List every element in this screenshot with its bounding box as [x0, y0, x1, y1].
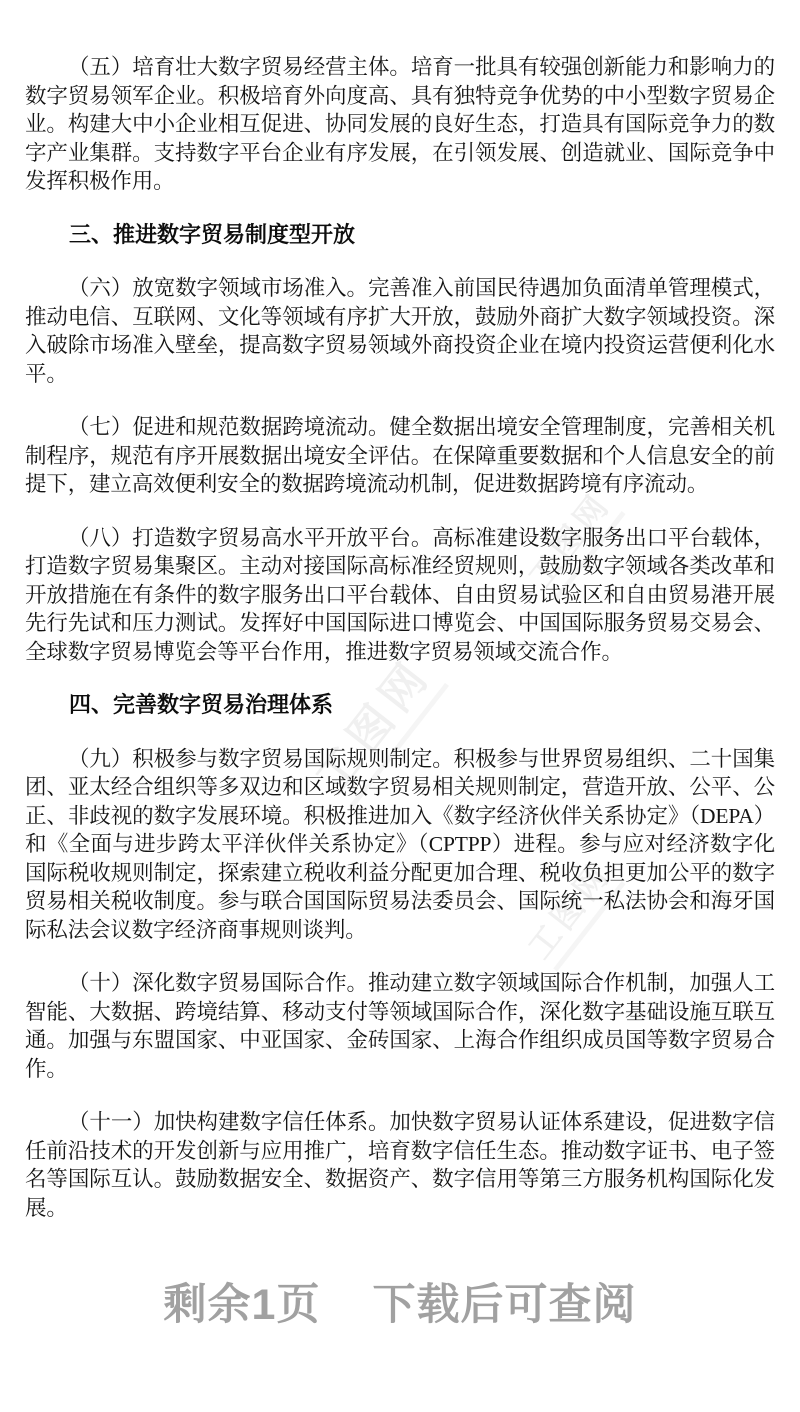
watermark: 工图网 — [297, 642, 449, 809]
watermark: 工图网 — [515, 851, 625, 971]
paragraph-item-5: （五）培育壮大数字贸易经营主体。培育一批具有较强创新能力和影响力的数字贸易领军企业。积极培育外向度高、具有独特竞争优势的中小型数字贸易企业。构建大中小企业相互促进、协同发展的良好生态，打造具有国际竞争力的数字产业集群。支持数字平台企业有序发展，在引领发展、创造就业、国际竞争中发挥积极作用。 — [25, 55, 775, 193]
paragraph-item-10: （十）深化数字贸易国际合作。推动建立数字领域国际合作机制，加强人工智能、大数据、跨境结算、移动支付等领域国际合作，深化数字基础设施互联互通。加强与东盟国家、中亚国家、金砖国家、上海合作组织成员国等数字贸易合作。 — [25, 971, 775, 1081]
remaining-pages-label: 剩余1页 — [163, 1281, 321, 1329]
paragraph-item-8: （八）打造数字贸易高水平开放平台。高标准建设数字服务出口平台载体，打造数字贸易集聚区。主动对接国际高标准经贸规则，鼓励数字领域各类改革和开放措施在有条件的数字服务出口平台载体、自由贸易试验区和自由贸易港开展先行先试和压力测试。发挥好中国国际进口博览会、中国国际服务贸易交易会、全球数字贸易博览会等平台作用，推进数字贸易领域交流合作。 — [25, 525, 775, 664]
paragraph-item-6: （六）放宽数字领域市场准入。完善准入前国民待遇加负面清单管理模式，推动电信、互联网、文化等领域有序扩大开放，鼓励外商扩大数字领域投资。深入破除市场准入壁垒，提高数字贸易领域外商投资企业在境内投资运营便利化水平。 — [25, 276, 775, 386]
remaining-pages-banner — [25, 1280, 775, 1330]
section-heading-3: 三、推进数字贸易制度型开放 — [69, 221, 356, 247]
paragraph-item-7: （七）促进和规范数据跨境流动。健全数据出境安全管理制度，完善相关机制程序，规范有序开展数据出境安全评估。在保障重要数据和个人信息安全的前提下，建立高效便利安全的数据跨境流动机制，促进数据跨境有序流动。 — [25, 415, 775, 496]
paragraph-item-11: （十一）加快构建数字信任体系。加快数字贸易认证体系建设，促进数字信任前沿技术的开发创新与应用推广，培育数字信任生态。推动数字证书、电子签名等国际互认。鼓励数据安全、数据资产、数字信用等第三方服务机构国际化发展。 — [25, 1110, 775, 1220]
watermark: 工图网 — [515, 481, 625, 601]
download-hint-label: 下载后可查阅 — [372, 1281, 637, 1329]
paragraph-item-9: （九）积极参与数字贸易国际规则制定。积极参与世界贸易组织、二十国集团、亚太经合组织等多双边和区域数字贸易相关规则制定，营造开放、公平、公正、非歧视的数字发展环境。积极推进加入《数字经济伙伴关系协定》（DEPA）和《全面与进步跨太平洋伙伴关系协定》（CPTPP）进程。参与应对经济数字化国际税收规则制定，探索建立税收利益分配更加合理、税收负担更加公平的数字贸易相关税收制度。参与联合国国际贸易法委员会、国际统一私法协会和海牙国际私法会议数字经济商事规则谈判。 — [25, 746, 775, 942]
section-heading-4: 四、完善数字贸易治理体系 — [69, 692, 334, 717]
